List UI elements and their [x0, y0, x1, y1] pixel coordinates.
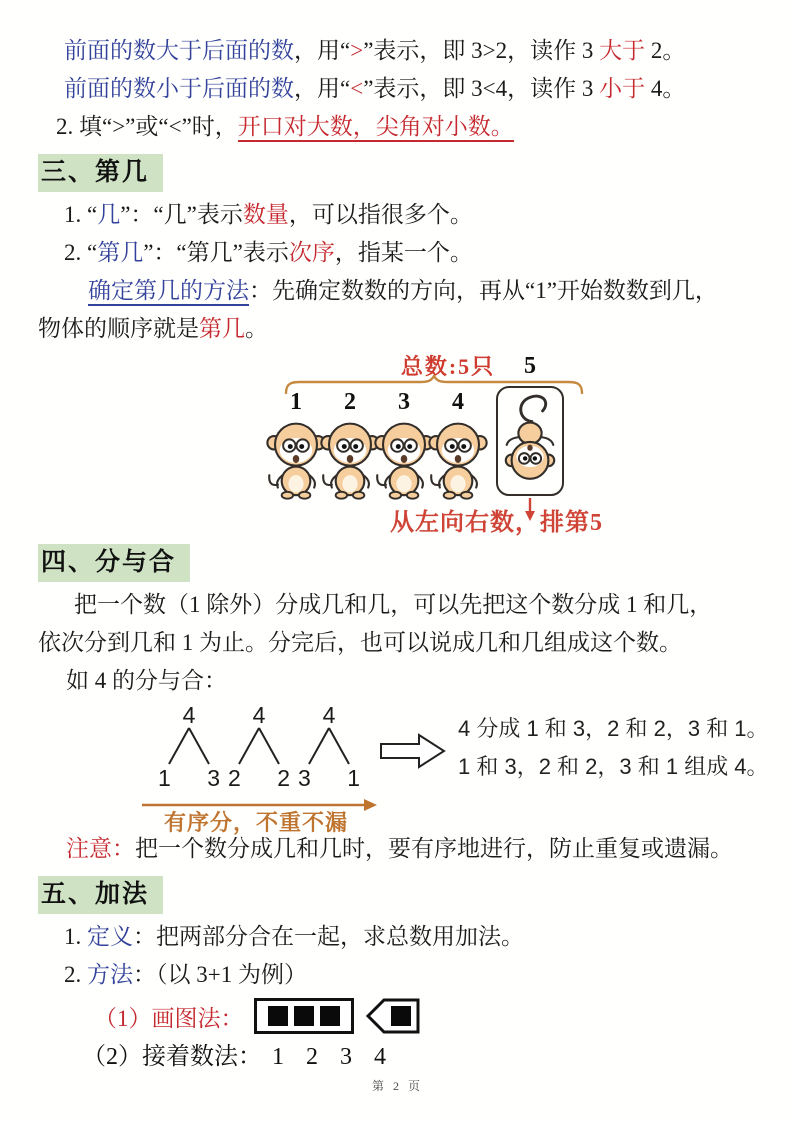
keyword-method: 方法: [87, 962, 133, 987]
section3-method-line: [38, 272, 757, 310]
text-segment: ”：“第几”表示: [143, 240, 289, 265]
split-part-left: 2: [228, 765, 241, 791]
section4-para-line2: [38, 624, 757, 662]
keyword-diji-result: 第几: [199, 316, 245, 341]
monkey-icon: [265, 416, 327, 500]
monkey-icon: [319, 416, 381, 500]
text-segment: ”：“几”表示: [120, 202, 243, 227]
split-total: 4: [322, 702, 336, 728]
section5-item2: [38, 956, 757, 994]
position-number: 5: [524, 353, 536, 379]
text-segment: ”表示，即 3>2，读作 3: [363, 38, 600, 63]
section4-para-line1: [38, 586, 757, 624]
text-segment: ，用“: [294, 38, 351, 63]
text-segment: ：（以 3+1 为例）: [133, 962, 307, 987]
page-number: 第 2 页: [371, 1079, 423, 1093]
keyword-greater: 大于: [599, 38, 646, 63]
text-segment: 。: [245, 316, 268, 341]
split-part-right: 3: [207, 765, 220, 791]
section-heading-text: 五、加法: [38, 876, 163, 914]
text-segment: 4。: [645, 76, 686, 101]
split-part-right: 2: [277, 765, 290, 791]
section4-example-intro: [38, 662, 757, 700]
section3-item2: [38, 234, 757, 272]
number-split-figure: [38, 702, 769, 835]
monkey-icon: [427, 416, 489, 500]
counting-on-line: [38, 1038, 757, 1076]
count-number: 1: [272, 1044, 284, 1070]
text-segment: ：先确定数数的方向，再从“1”开始数数到几，: [249, 278, 718, 303]
split-tree-2: [226, 702, 292, 792]
text-segment: 2. “: [64, 240, 98, 265]
monkey-counting-figure: [38, 350, 757, 536]
text-segment: 2. 填“>”或“<”时，: [56, 114, 238, 139]
text-segment: 把一个数（1 除外）分成几和几，可以先把这个数分成 1 和几，: [74, 592, 713, 617]
section3-method-cont: [38, 310, 757, 348]
order-note-text: 有序分，不重不漏: [164, 810, 349, 835]
split-tree-1: [156, 702, 222, 792]
black-square-icon: [268, 1006, 288, 1026]
split-part-left: 3: [298, 765, 311, 791]
hanging-monkey-icon: [499, 390, 561, 492]
keyword-quantity: 数量: [242, 202, 289, 227]
section-heading-text: 三、第几: [38, 154, 163, 192]
text-segment: 1. “: [64, 202, 98, 227]
split-result-line2: 1 和 3，2 和 2，3 和 1 组成 4。: [458, 754, 769, 779]
block-arrow-icon: [380, 732, 446, 775]
total-count-label: 总数:5只: [400, 354, 496, 379]
fifth-monkey-box: [496, 353, 564, 496]
compare-rule-text: 前面的数小于后面的数: [64, 76, 294, 101]
counting-box-icon: [254, 998, 354, 1034]
greater-symbol: >: [350, 38, 364, 63]
split-part-left: 1: [158, 765, 171, 791]
count-number: 2: [306, 1044, 318, 1070]
monkey-column-2: [319, 390, 381, 500]
text-segment: 如 4 的分与合：: [66, 668, 227, 693]
count-number: 4: [374, 1044, 386, 1070]
count-direction-caption: 从左向右数，排第5: [390, 510, 603, 536]
split-result-line1: 4 分成 1 和 3，2 和 2，3 和 1。: [458, 716, 769, 741]
section-heading-3: [38, 154, 757, 192]
text-segment: 1.: [64, 924, 87, 949]
monkey-icon: [373, 416, 435, 500]
text-segment: 2。: [645, 38, 686, 63]
counting-on-label: （2）接着数法：: [82, 1044, 262, 1070]
monkey-column-1: [265, 390, 327, 500]
fill-rule-line: [38, 108, 757, 146]
monkey-column-4: [427, 390, 489, 500]
keyword-diji: 第几: [97, 240, 144, 265]
split-total: 4: [182, 702, 196, 728]
keyword-less: 小于: [599, 76, 646, 101]
split-part-right: 1: [347, 765, 360, 791]
compare-line-less: [38, 70, 757, 108]
count-number: 3: [340, 1044, 352, 1070]
keyword-ji: 几: [97, 202, 121, 227]
text-segment: 把一个数分成几和几时，要有序地进行，防止重复或遗漏。: [135, 836, 733, 861]
method-title: 确定第几的方法: [88, 278, 249, 306]
counting-tag-icon: [364, 997, 422, 1035]
keyword-order: 次序: [288, 240, 335, 265]
keyword-definition: 定义: [87, 924, 133, 949]
text-segment: ”表示，即 3<4，读作 3: [363, 76, 600, 101]
split-total: 4: [252, 702, 266, 728]
section-heading-4: [38, 544, 757, 582]
fill-rule-keyword: 开口对大数，尖角对小数。: [238, 114, 514, 142]
drawing-method-label: （1）画图法：: [94, 1005, 244, 1031]
compare-line-greater: [38, 32, 757, 70]
less-symbol: <: [350, 76, 364, 101]
black-square-icon: [294, 1006, 314, 1026]
position-number: 4: [452, 389, 464, 415]
text-segment: ：把两部分合在一起，求总数用加法。: [133, 924, 524, 949]
note-label: 注意：: [66, 836, 135, 861]
position-number: 3: [398, 389, 410, 415]
text-segment: ，可以指很多个。: [288, 202, 473, 227]
compare-rule-text: 前面的数大于后面的数: [64, 38, 294, 63]
note-line: [38, 830, 757, 868]
text-segment: 物体的顺序就是: [38, 316, 199, 341]
section5-item1: [38, 918, 757, 956]
text-segment: 2.: [64, 962, 87, 987]
section-heading-5: [38, 876, 757, 914]
split-tree-3: [296, 702, 362, 792]
position-number: 2: [344, 389, 356, 415]
text-segment: ，指某一个。: [334, 240, 473, 265]
section-heading-text: 四、分与合: [38, 544, 190, 582]
drawing-method-line: [38, 994, 757, 1038]
position-number: 1: [290, 389, 302, 415]
text-segment: ，用“: [294, 76, 351, 101]
monkey-column-3: [373, 390, 435, 500]
section3-item1: [38, 196, 757, 234]
black-square-icon: [320, 1006, 340, 1026]
text-segment: 依次分到几和 1 为止。分完后，也可以说成几和几组成这个数。: [38, 630, 682, 655]
